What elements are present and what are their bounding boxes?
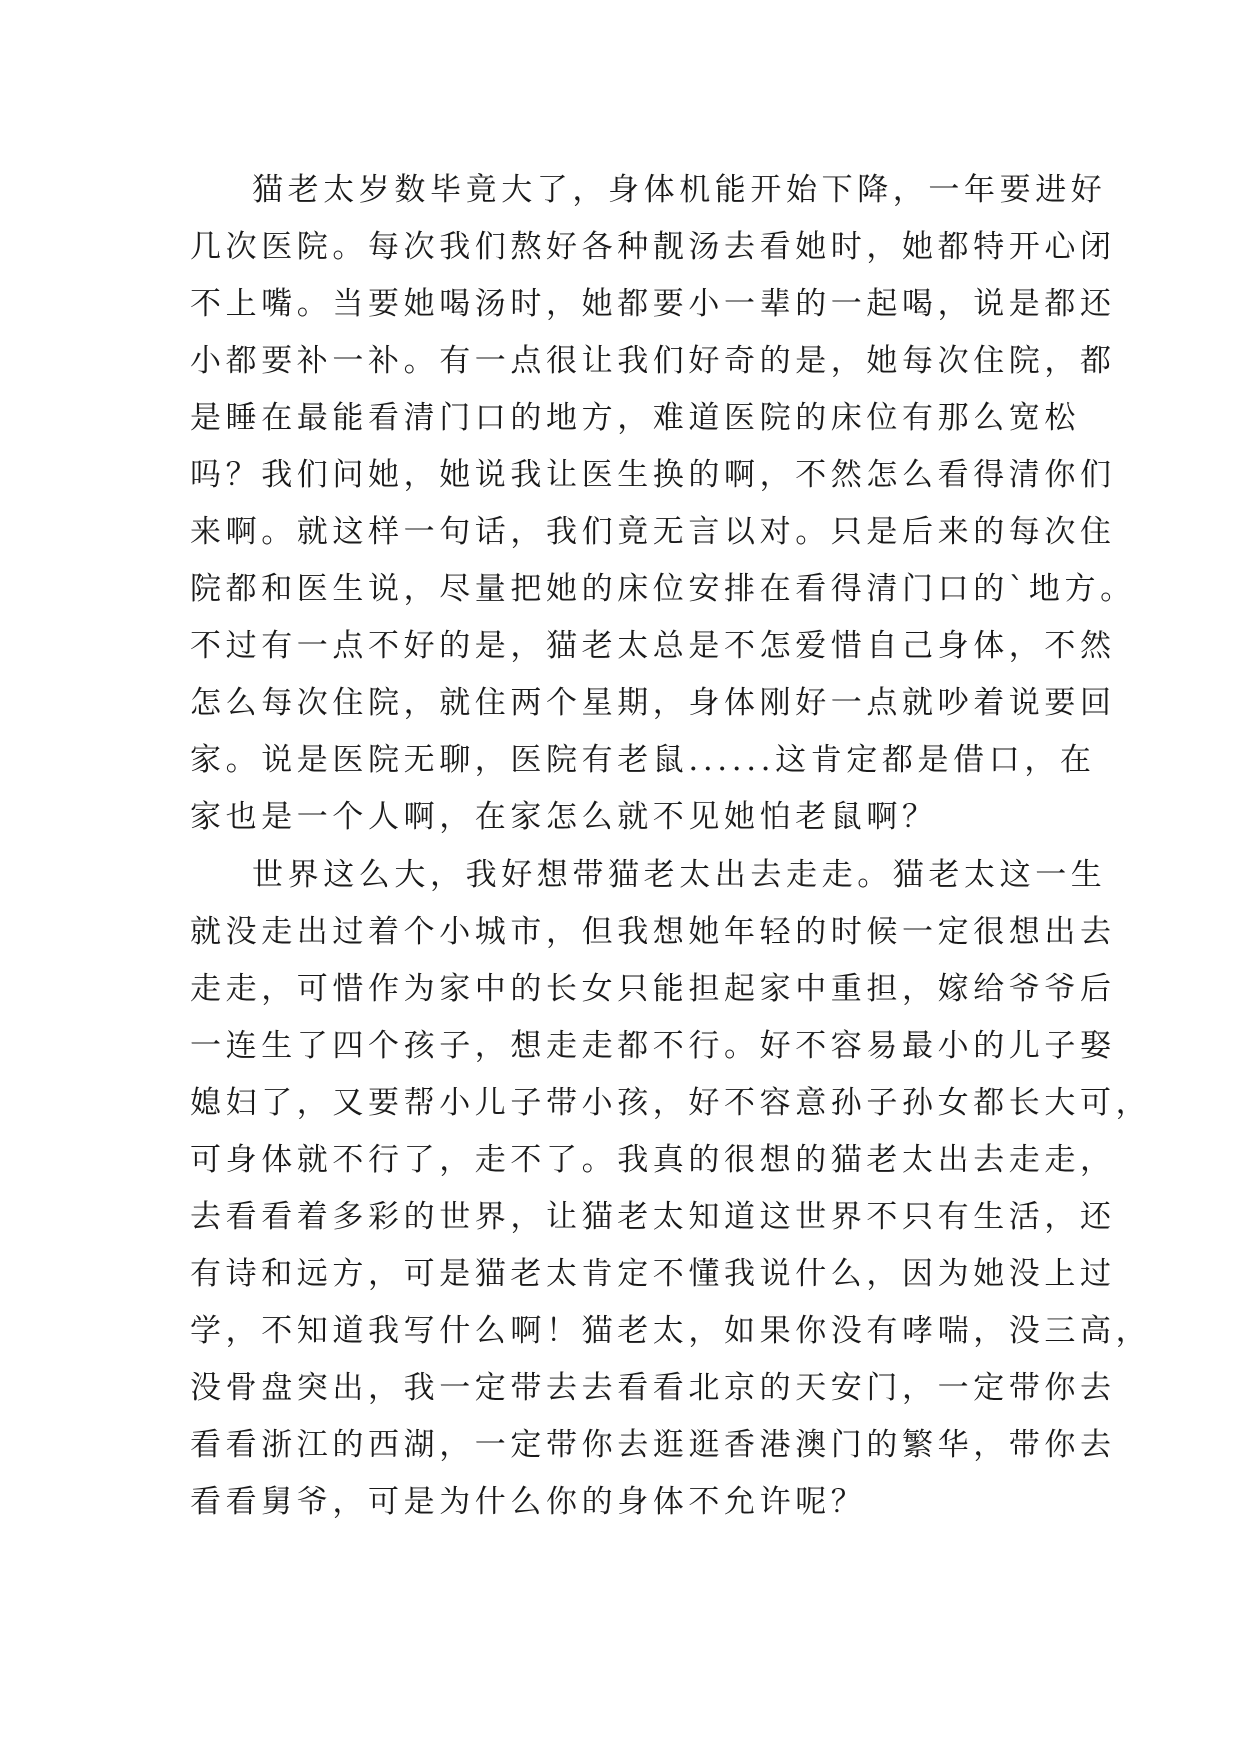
paragraph-line: 吗？我们问她，她说我让医生换的啊，不然怎么看得清你们 bbox=[190, 457, 1116, 493]
paragraph-line: 家也是一个人啊，在家怎么就不见她怕老鼠啊？ bbox=[190, 799, 938, 835]
paragraph-line: 世界这么大，我好想带猫老太出去走走。猫老太这一生 bbox=[252, 857, 1107, 893]
paragraph-line: 猫老太岁数毕竟大了，身体机能开始下降，一年要进好 bbox=[252, 172, 1107, 208]
paragraph-line: 几次医院。每次我们熬好各种靓汤去看她时，她都特开心闭 bbox=[190, 229, 1116, 265]
paragraph-line: 就没走出过着个小城市，但我想她年轻的时候一定很想出去 bbox=[190, 914, 1116, 950]
paragraph-line: 家。说是医院无聊，医院有老鼠......这肯定都是借口，在 bbox=[190, 742, 1096, 778]
paragraph-line: 看看舅爷，可是为什么你的身体不允许呢？ bbox=[190, 1484, 867, 1520]
paragraph-line: 有诗和远方，可是猫老太肯定不懂我说什么，因为她没上过 bbox=[190, 1256, 1116, 1292]
paragraph-2 bbox=[190, 847, 1152, 1531]
paragraph-1 bbox=[190, 162, 1136, 846]
paragraph-line: 是睡在最能看清门口的地方，难道医院的床位有那么宽松 bbox=[190, 400, 1080, 436]
paragraph-line: 学，不知道我写什么啊！猫老太，如果你没有哮喘，没三高， bbox=[190, 1313, 1152, 1349]
paragraph-line: 走走，可惜作为家中的长女只能担起家中重担，嫁给爷爷后 bbox=[190, 971, 1116, 1007]
paragraph-line: 可身体就不行了，走不了。我真的很想的猫老太出去走走， bbox=[190, 1142, 1116, 1178]
paragraph-line: 不过有一点不好的是，猫老太总是不怎爱惜自己身体，不然 bbox=[190, 628, 1116, 664]
paragraph-line: 一连生了四个孩子，想走走都不行。好不容易最小的儿子娶 bbox=[190, 1028, 1116, 1064]
paragraph-line: 怎么每次住院，就住两个星期，身体刚好一点就吵着说要回 bbox=[190, 685, 1116, 721]
paragraph-line: 没骨盘突出，我一定带去去看看北京的天安门，一定带你去 bbox=[190, 1370, 1116, 1406]
paragraph-line: 去看看着多彩的世界，让猫老太知道这世界不只有生活，还 bbox=[190, 1199, 1116, 1235]
paragraph-line: 看看浙江的西湖，一定带你去逛逛香港澳门的繁华，带你去 bbox=[190, 1427, 1116, 1463]
paragraph-line: 不上嘴。当要她喝汤时，她都要小一辈的一起喝，说是都还 bbox=[190, 286, 1116, 322]
paragraph-line: 院都和医生说，尽量把她的床位安排在看得清门口的`地方。 bbox=[190, 571, 1136, 607]
paragraph-line: 来啊。就这样一句话，我们竟无言以对。只是后来的每次住 bbox=[190, 514, 1116, 550]
paragraph-line: 小都要补一补。有一点很让我们好奇的是，她每次住院，都 bbox=[190, 343, 1116, 379]
paragraph-line: 媳妇了，又要帮小儿子带小孩，好不容意孙子孙女都长大可， bbox=[190, 1085, 1152, 1121]
